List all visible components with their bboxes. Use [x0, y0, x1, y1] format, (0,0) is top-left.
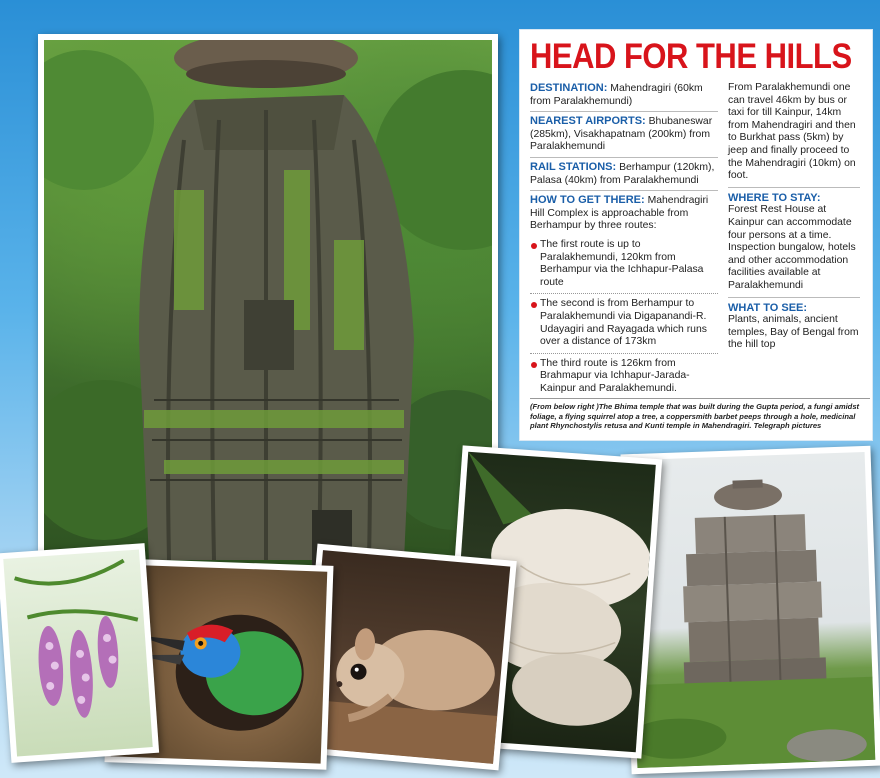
route-text: The second is from Berhampur to Paralakhemundi via Digapanandi-R. Udayagiri and Rayagada which runs over a distance of 173km — [540, 298, 707, 348]
airports-item — [530, 115, 718, 158]
rail-text: Berhampur (120km), Palasa (40km) from Paralakhemundi — [530, 161, 715, 186]
article-column-right — [728, 82, 860, 403]
stay-text: Forest Rest House at Kainpur can accommodate four persons at a time. Inspection bungalow, hotels and other accommodation facilities available at Paralakhemundi — [728, 204, 856, 291]
rail-item — [530, 161, 718, 191]
flying-squirrel-illustration — [306, 550, 511, 764]
airports-label: NEAREST AIRPORTS: — [530, 115, 646, 128]
how-label: HOW TO GET THERE: — [530, 194, 645, 207]
rail-label: RAIL STATIONS: — [530, 160, 617, 173]
route-text: The third route is 126km from Brahmapur via Ichhapur-Jarada-Kainpur and Paralakhemundi. — [540, 357, 690, 394]
orchid-illustration — [3, 549, 152, 756]
article-columns — [530, 82, 870, 403]
bhima-temple-photo — [38, 34, 498, 594]
route-item — [530, 239, 718, 294]
photo-caption: (From below right )The Bhima temple that was built during the Gupta period, a fungi amidst foliage, a flying squirrel atop a tree, a coppersmith barbet peeps through a hole, medicinal plant Rhynchostylis retusa and Kunti temple in Mahendragiri. Telegraph pictures — [530, 398, 870, 431]
route-item — [530, 298, 718, 353]
see-text: Plants, animals, ancient temples, Bay of Bengal from the hill top — [728, 314, 859, 351]
destination-label: DESTINATION: — [530, 82, 608, 94]
route-item — [530, 358, 718, 400]
bhima-temple-illustration — [44, 40, 492, 588]
headline: HEAD FOR THE HILLS — [530, 36, 852, 77]
orchid-photo — [0, 543, 159, 763]
article-panel — [520, 30, 872, 440]
destination-item — [530, 82, 718, 112]
how-text: Mahendragiri Hill Complex is approachable from Berhampur by three routes: — [530, 195, 709, 232]
destination-text: Mahendragiri (60km from Paralakhemundi) — [530, 83, 703, 107]
paralakhemundi-route-text: From Paralakhemundi one can travel 46km by bus or taxi for till Kainpur, 14km from Mahendragiri and then to Burkhat pass (5km) by jeep and finally proceed to the Mahendragiri (10km) on foot. — [728, 82, 860, 188]
route-text: The first route is up to Paralakhemundi, 120km from Berhampur via the Ichhapur-Palasa route — [540, 238, 704, 288]
article-column-left — [530, 82, 718, 403]
stay-label: WHERE TO STAY: — [728, 191, 821, 204]
airports-text: Bhubaneswar (285km), Visakhapatnam (200km) from Paralakhemundi — [530, 116, 713, 153]
stay-item — [728, 192, 860, 298]
how-item — [530, 194, 718, 236]
kunti-temple-illustration — [627, 452, 876, 768]
see-label: WHAT TO SEE: — [728, 301, 808, 314]
see-item — [728, 302, 860, 356]
